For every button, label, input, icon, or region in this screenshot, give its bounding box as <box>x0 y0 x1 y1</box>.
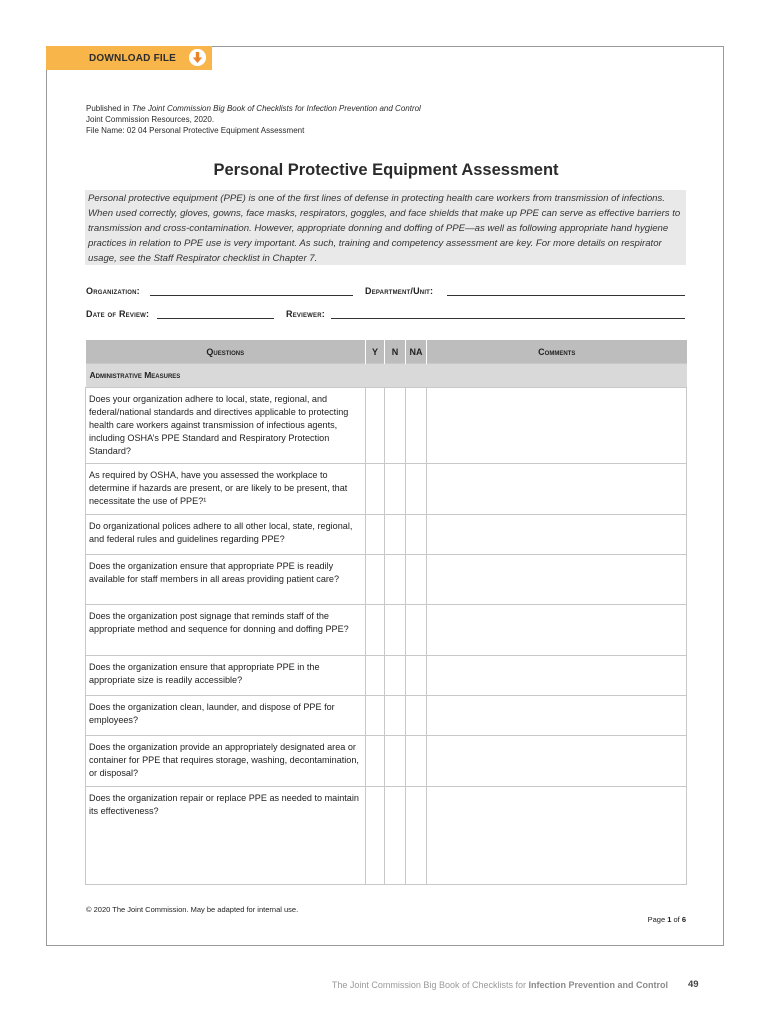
date-of-review-field[interactable] <box>157 318 274 319</box>
question-text: Does the organization post signage that reminds staff of the appropriate method and sequence for donning and doffing PPE? <box>86 605 366 656</box>
comments-cell[interactable] <box>427 656 687 696</box>
no-cell[interactable] <box>385 605 406 656</box>
file-name: 02 04 Personal Protective Equipment Assessment <box>126 126 305 135</box>
no-header: N <box>385 340 406 364</box>
yes-cell[interactable] <box>366 515 385 555</box>
file-name-line: File Name: 02 04 Personal Protective Equipment Assessment <box>86 126 305 135</box>
na-cell[interactable] <box>406 388 427 464</box>
no-cell[interactable] <box>385 515 406 555</box>
comments-cell[interactable] <box>427 555 687 605</box>
na-cell[interactable] <box>406 787 427 885</box>
table-row <box>86 464 687 515</box>
table-row <box>86 736 687 787</box>
table-row <box>86 555 687 605</box>
questions-header: Questions <box>86 340 366 364</box>
na-cell[interactable] <box>406 515 427 555</box>
reviewer-field[interactable] <box>331 318 685 319</box>
yes-cell[interactable] <box>366 388 385 464</box>
comments-header: Comments <box>427 340 687 364</box>
na-cell[interactable] <box>406 656 427 696</box>
no-cell[interactable] <box>385 388 406 464</box>
download-file-button[interactable] <box>46 46 212 70</box>
department-field[interactable] <box>447 295 685 296</box>
table-row <box>86 787 687 885</box>
section-title: Administrative Measures <box>86 364 687 388</box>
yes-cell[interactable] <box>366 736 385 787</box>
question-text: Does the organization provide an appropriately designated area or container for PPE that requires storage, washing, decontamination, or disposal? <box>86 736 366 787</box>
yes-cell[interactable] <box>366 605 385 656</box>
comments-cell[interactable] <box>427 515 687 555</box>
na-cell[interactable] <box>406 605 427 656</box>
comments-cell[interactable] <box>427 388 687 464</box>
question-text: Does the organization ensure that appropriate PPE is readily available for staff members in all areas providing patient care? <box>86 555 366 605</box>
na-cell[interactable] <box>406 736 427 787</box>
table-row <box>86 656 687 696</box>
book-title: The Joint Commission Big Book of Checklists for Infection Prevention and Control <box>131 104 421 113</box>
footer-page-number: 49 <box>688 979 699 990</box>
question-text: Does the organization clean, launder, and dispose of PPE for employees? <box>86 696 366 736</box>
download-file-label: DOWNLOAD FILE <box>89 52 177 64</box>
yes-cell[interactable] <box>366 464 385 515</box>
question-text: Does the organization repair or replace PPE as needed to maintain its effectiveness? <box>86 787 366 885</box>
na-cell[interactable] <box>406 555 427 605</box>
organization-label: Organization: <box>86 286 140 296</box>
organization-field[interactable] <box>150 295 353 296</box>
table-row <box>86 388 687 464</box>
no-cell[interactable] <box>385 736 406 787</box>
comments-cell[interactable] <box>427 696 687 736</box>
comments-cell[interactable] <box>427 464 687 515</box>
table-row <box>86 605 687 656</box>
no-cell[interactable] <box>385 696 406 736</box>
na-cell[interactable] <box>406 464 427 515</box>
no-cell[interactable] <box>385 555 406 605</box>
reviewer-label: Reviewer: <box>286 309 325 319</box>
yes-cell[interactable] <box>366 656 385 696</box>
comments-cell[interactable] <box>427 736 687 787</box>
section-row <box>86 364 687 388</box>
download-arrow-icon <box>189 49 206 66</box>
no-cell[interactable] <box>385 656 406 696</box>
date-of-review-label: Date of Review: <box>86 309 150 319</box>
question-text: As required by OSHA, have you assessed the workplace to determine if hazards are present, or are likely to be present, that necessitate the use of PPE?¹ <box>86 464 366 515</box>
department-label: Department/Unit: <box>365 286 434 296</box>
table-row <box>86 515 687 555</box>
yes-cell[interactable] <box>366 696 385 736</box>
current-page: 1 <box>667 915 672 924</box>
document-title: Personal Protective Equipment Assessment <box>213 161 559 179</box>
no-cell[interactable] <box>385 464 406 515</box>
total-pages: 6 <box>681 915 686 924</box>
yes-cell[interactable] <box>366 555 385 605</box>
comments-cell[interactable] <box>427 605 687 656</box>
comments-cell[interactable] <box>427 787 687 885</box>
question-text: Do organizational polices adhere to all other local, state, regional, and federal rules and guidelines regarding PPE? <box>86 515 366 555</box>
publisher-line: Joint Commission Resources, 2020. <box>86 115 215 124</box>
na-header: NA <box>406 340 427 364</box>
checklist-table <box>85 340 687 885</box>
na-cell[interactable] <box>406 696 427 736</box>
question-text: Does your organization adhere to local, state, regional, and federal/national standards and directives applicable to protecting health care workers against transmission of infectious agents, including OSHA’s PPE Standard and Respiratory Protection Standard? <box>86 388 366 464</box>
copyright-notice: © 2020 The Joint Commission. May be adapted for internal use. <box>86 905 299 914</box>
published-in-line: Published in The Joint Commission Big Book of Checklists for Infection Prevention and Control <box>86 104 421 113</box>
yes-cell[interactable] <box>366 787 385 885</box>
publication-info <box>86 103 421 136</box>
footer-book-title: The Joint Commission Big Book of Checklists for Infection Prevention and Control <box>331 980 668 990</box>
intro-paragraph: Personal protective equipment (PPE) is one of the first lines of defense in protecting health care workers from transmission of infections. When used correctly, gloves, gowns, face masks, respirators, goggles, and face shields that make up PPE can serve as effective barriers to transmission and cross-contamination. However, appropriate donning and doffing of PPE—as well as following appropriate hand hygiene practices in relation to PPE use is very important. As such, training and competency assessment are key. For more details on respirator usage, see the Staff Respirator checklist in Chapter 7. <box>85 190 686 265</box>
table-row <box>86 696 687 736</box>
question-text: Does the organization ensure that appropriate PPE in the appropriate size is readily accessible? <box>86 656 366 696</box>
no-cell[interactable] <box>385 787 406 885</box>
yes-header: Y <box>366 340 385 364</box>
page-indicator: Page 1 of 6 <box>647 915 686 924</box>
